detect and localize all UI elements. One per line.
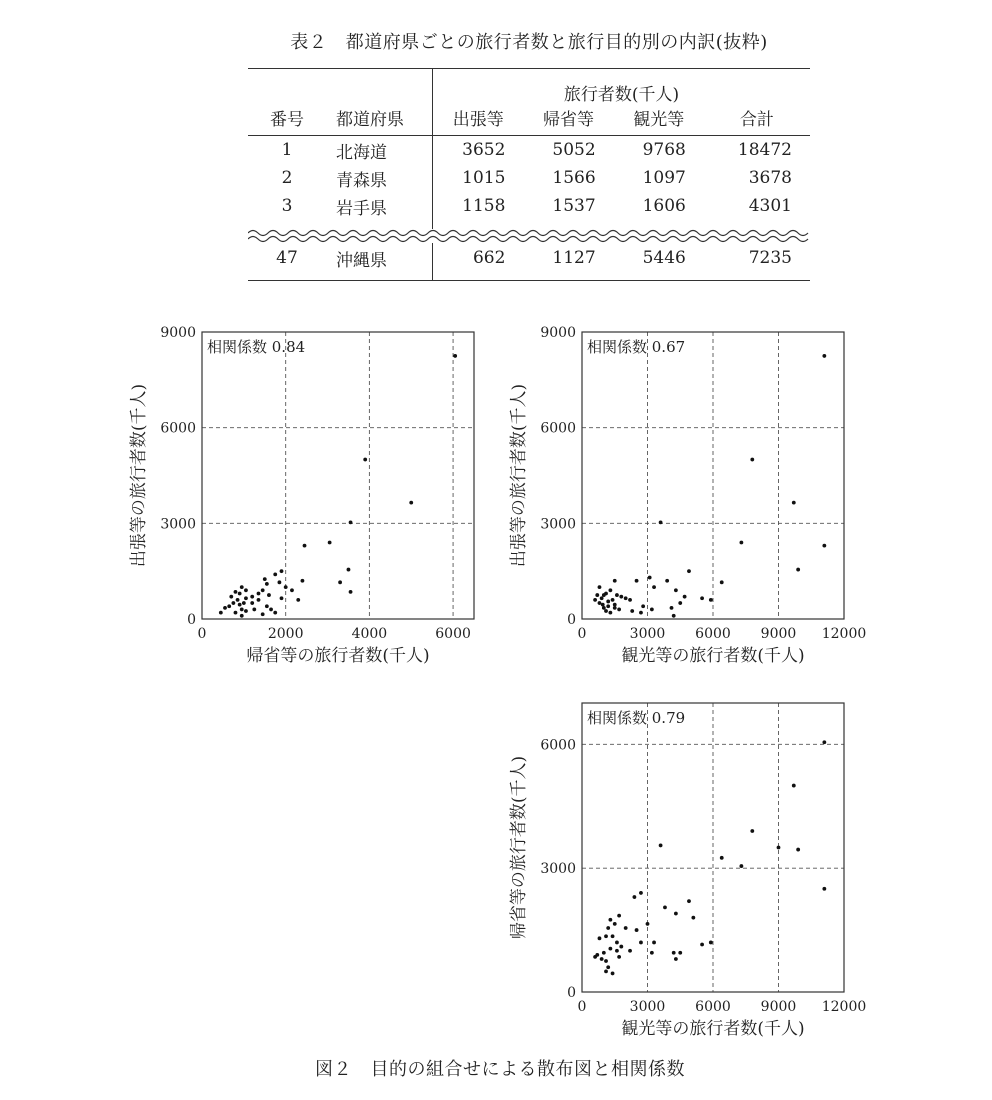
data-point [608,918,612,922]
data-point [244,588,248,592]
data-point [257,592,261,596]
data-point [604,969,608,973]
table-row: 3 岩手県 1158 1537 1606 4301 [248,192,810,220]
x-axis-label: 帰省等の旅行者数(千人) [246,646,430,666]
y-tick-label: 9000 [540,325,576,341]
table-caption: 表２ 都道府県ごとの旅行者数と旅行目的別の内訳(抜粋) [290,32,768,53]
data-point [595,593,599,597]
data-point [608,611,612,615]
y-tick-label: 9000 [160,325,196,341]
column-header: 合計 [704,105,810,136]
y-tick-label: 6000 [540,737,576,754]
y-tick-label: 0 [567,985,576,1001]
data-point [648,576,652,580]
data-point [240,608,244,612]
x-tick-label: 6000 [695,999,731,1015]
data-point [250,595,254,599]
x-axis-label: 観光等の旅行者数(千人) [621,646,805,666]
x-tick-label: 9000 [760,626,797,642]
data-point [652,585,656,589]
data-point [263,577,267,581]
data-point [777,846,781,850]
data-point [328,541,332,545]
data-point [598,601,602,605]
data-point [604,934,608,938]
data-point [349,520,353,524]
y-axis-label: 出張等の旅行者数(千人) [509,383,529,568]
data-point [608,947,612,951]
data-point [363,458,367,462]
data-point [238,592,242,596]
data-point [598,936,602,940]
x-axis-label: 観光等の旅行者数(千人) [621,1019,805,1039]
data-point [822,354,826,358]
data-point [593,598,597,602]
data-point [650,608,654,612]
y-tick-label: 0 [187,612,196,628]
data-point [670,606,674,610]
data-point [231,601,235,605]
data-point [720,856,724,860]
table-row: 2 青森県 1015 1566 1097 3678 [248,164,810,192]
data-point [598,585,602,589]
data-point [691,916,695,920]
x-tick-label: 6000 [435,626,471,642]
data-point [238,603,242,607]
data-point [244,596,248,600]
data-point [257,598,261,602]
data-point [593,955,597,959]
data-point [338,580,342,584]
data-point [639,891,643,895]
data-point [606,926,610,930]
data-point [674,957,678,961]
data-point [606,965,610,969]
y-tick-label: 0 [567,612,576,628]
data-point [236,598,240,602]
data-point [290,588,294,592]
data-point [273,572,277,576]
data-point [240,614,244,618]
data-point [601,603,605,607]
column-header: 番号 [248,105,326,136]
x-tick-label: 4000 [351,626,388,642]
x-tick-label: 0 [197,626,207,642]
plot-2 [509,325,866,666]
table-row: 1 北海道 3652 5052 9768 18472 [248,136,810,165]
data-point [606,600,610,604]
data-point [303,544,307,548]
data-point [278,580,282,584]
data-point [229,595,233,599]
data-point [628,598,632,602]
data-point [267,593,271,597]
data-point [628,949,632,953]
data-point [265,604,269,608]
data-point [301,579,305,583]
data-point [240,585,244,589]
data-point [709,941,713,945]
data-point [349,590,353,594]
data-point [613,579,617,583]
plot-frame [202,332,474,619]
data-point [604,959,608,963]
data-point [244,609,248,613]
data-point [234,590,238,594]
data-point [700,943,704,947]
data-point [269,608,273,612]
data-point [613,922,617,926]
y-tick-label: 3000 [540,861,576,878]
correlation-annotation: 相関係数 0.84 [207,338,306,356]
data-point [608,588,612,592]
data-point [604,609,608,613]
data-point [280,596,284,600]
data-point [273,611,277,615]
x-tick-label: 12000 [821,626,867,642]
data-point [639,611,643,615]
y-tick-label: 6000 [160,420,196,437]
plot-3 [509,703,866,1039]
data-point [659,844,663,848]
data-point [796,568,800,572]
data-point [674,912,678,916]
data-point [250,601,254,605]
x-tick-label: 2000 [267,626,304,642]
figure-caption: 図２ 目的の組合せによる散布図と相関係数 [315,1059,685,1080]
column-header: 観光等 [614,105,704,136]
data-point [242,601,246,605]
data-point [646,922,650,926]
data-point [280,569,284,573]
data-point [600,596,604,600]
data-point [615,593,619,597]
data-point [296,598,300,602]
data-point [606,604,610,608]
y-tick-label: 6000 [540,420,576,437]
data-point [602,593,606,597]
data-point [687,569,691,573]
data-point [709,598,713,602]
data-point [284,585,288,589]
data-point [678,951,682,955]
group-header: 旅行者数(千人) [433,69,811,106]
data-point [234,611,238,615]
column-header: 都道府県 [326,105,433,136]
data-point [720,580,724,584]
correlation-annotation: 相関係数 0.67 [587,338,686,356]
data-point [252,608,256,612]
data-point [611,934,615,938]
x-tick-label: 0 [577,999,587,1015]
data-point [663,905,667,909]
x-tick-label: 0 [577,626,587,642]
data-point [453,354,457,358]
data-point [347,568,351,572]
data-point [792,501,796,505]
data-point [227,604,231,608]
y-tick-label: 3000 [160,516,196,533]
data-point [674,588,678,592]
y-tick-label: 3000 [540,516,576,533]
data-point [617,955,621,959]
x-tick-label: 12000 [821,999,867,1015]
data-point [223,606,227,610]
x-tick-label: 3000 [629,999,666,1015]
data-point [672,951,676,955]
data-point [219,611,223,615]
data-point [822,740,826,744]
y-axis-label: 帰省等の旅行者数(千人) [509,755,529,940]
x-tick-label: 3000 [629,626,666,642]
data-point [630,609,634,613]
data-point [635,579,639,583]
data-point [617,914,621,918]
table-row: 47 沖縄県 662 1127 5446 7235 [248,236,810,281]
x-tick-label: 9000 [760,999,797,1015]
data-point [822,887,826,891]
data-point [672,614,676,618]
y-axis-label: 出張等の旅行者数(千人) [129,383,149,568]
data-point [739,864,743,868]
data-point [796,848,800,852]
data-point [602,951,606,955]
data-point [613,603,617,607]
data-point [624,596,628,600]
data-point [652,941,656,945]
data-point [611,972,615,976]
data-point [683,595,687,599]
data-point [687,899,691,903]
x-tick-label: 6000 [695,626,731,642]
data-point [615,949,619,953]
data-point [261,612,265,616]
plot-1 [129,325,474,666]
data-point [617,608,621,612]
data-point [739,541,743,545]
data-point [615,941,619,945]
data-point [611,598,615,602]
data-point [633,895,637,899]
data-point [650,951,654,955]
column-header: 出張等 [433,105,524,136]
data-point [659,520,663,524]
data-point [600,957,604,961]
data-point [635,928,639,932]
data-point [700,596,704,600]
data-point [641,604,645,608]
data-point [678,601,682,605]
data-point [619,945,623,949]
data-point [265,582,269,586]
data-point [409,501,413,505]
data-point [261,588,265,592]
data-point [619,595,623,599]
correlation-annotation: 相関係数 0.79 [587,709,686,727]
data-point [624,926,628,930]
column-header: 帰省等 [523,105,613,136]
data-point [750,829,754,833]
data-point [665,579,669,583]
data-point [639,941,643,945]
data-point [792,784,796,788]
data-point [750,458,754,462]
data-point [822,544,826,548]
